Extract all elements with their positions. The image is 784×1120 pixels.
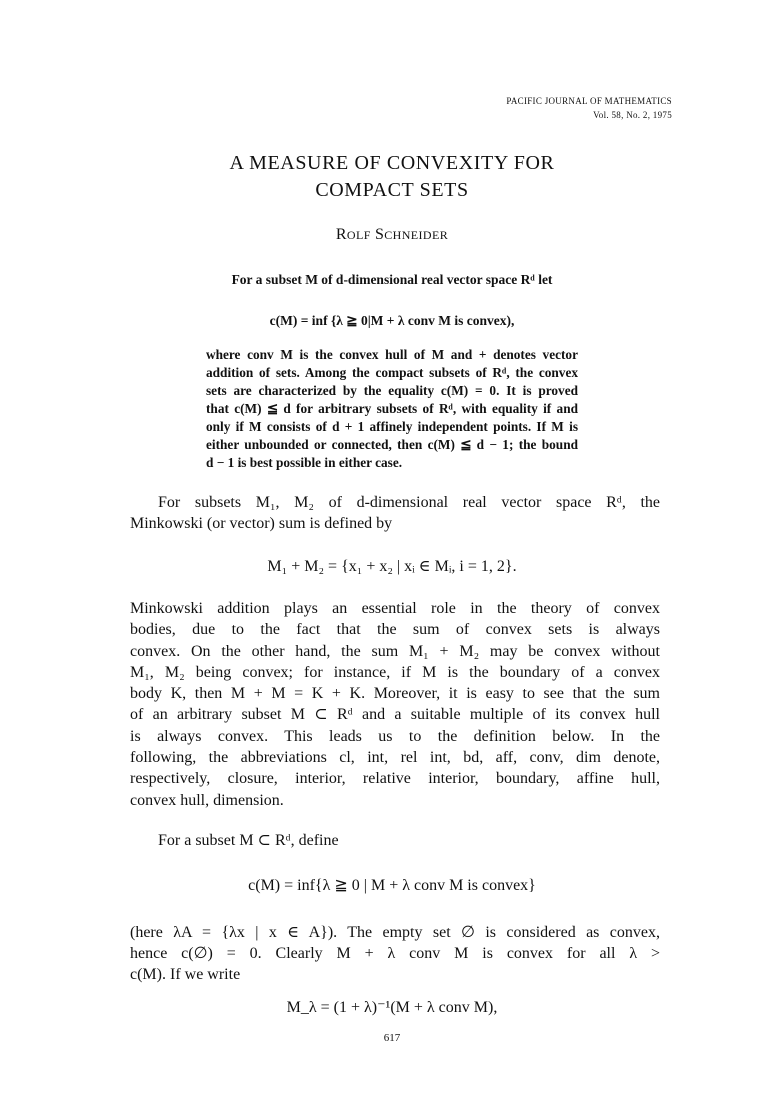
equation-convexity-measure: c(M) = inf{λ ≧ 0 | M + λ conv M is convex} (248, 877, 536, 894)
paragraph-define: For a subset M ⊂ Rᵈ, define (158, 832, 339, 849)
paragraph-line: convex. On the other hand, the sum M₁ + M₂ may be convex without (130, 642, 660, 660)
author-first-initial: R (335, 226, 347, 243)
abstract-line: sets are characterized by the equality c(M) = 0. It is proved (206, 383, 578, 398)
paper-title (0, 150, 784, 204)
paragraph-line: respectively, closure, interior, relative interior, boundary, affine hull, (130, 770, 660, 788)
paragraph-line: (here λA = {λx | x ∈ A}). The empty set ∅ is considered as convex, (130, 924, 660, 941)
abstract-line: addition of sets. Among the compact subsets of Rᵈ, the convex (206, 365, 578, 380)
journal-header (506, 94, 672, 122)
paragraph-line: of an arbitrary subset M ⊂ Rᵈ and a suitable multiple of its convex hull (130, 706, 660, 724)
author-last-rest: CHNEIDER (384, 228, 449, 242)
equation-m-lambda: M_λ = (1 + λ)⁻¹(M + λ conv M), (286, 999, 498, 1016)
paragraph-line: For subsets M₁, M₂ of d-dimensional real vector space Rᵈ, the (158, 494, 660, 511)
equation-minkowski-sum: M₁ + M₂ = {x₁ + x₂ | xᵢ ∈ Mᵢ, i = 1, 2}. (267, 558, 517, 575)
abstract-formula: c(M) = inf {λ ≧ 0|M + λ conv M is convex), (269, 313, 515, 328)
abstract-line: either unbounded or connected, then c(M) ≦ d − 1; the bound (206, 437, 578, 452)
paragraph-line: M₁, M₂ being convex; for instance, if M is the boundary of a convex (130, 663, 660, 681)
journal-name: PACIFIC JOURNAL OF MATHEMATICS (506, 96, 672, 106)
abstract-line: only if M consists of d + 1 affinely independent points. If M is (206, 419, 578, 434)
author-first-rest: OLF (346, 228, 371, 242)
abstract-line: that c(M) ≦ d for arbitrary subsets of Rᵈ, with equality if and (206, 401, 578, 416)
paragraph-line: is always convex. This leads us to the definition below. In the (130, 727, 660, 745)
paragraph-line: following, the abbreviations cl, int, rel int, bd, aff, conv, dim denote, (130, 749, 660, 767)
paragraph-line: bodies, due to the fact that the sum of convex sets is always (130, 621, 660, 639)
abstract-line: where conv M is the convex hull of M and + denotes vector (206, 347, 578, 362)
paragraph-line: Minkowski (or vector) sum is defined by (130, 515, 393, 532)
paragraph-line: body K, then M + M = K + K. Moreover, it is easy to see that the sum (130, 685, 660, 703)
author-name (0, 226, 784, 244)
paragraph-line: c(M). If we write (130, 966, 241, 983)
paragraph-minkowski-addition (130, 598, 660, 811)
paragraph-minkowski-intro (130, 492, 660, 534)
paragraph-empty-set (130, 922, 660, 985)
abstract-intro: For a subset M of d-dimensional real vector space Rᵈ let (231, 272, 553, 287)
journal-volume: Vol. 58, No. 2, 1975 (593, 110, 672, 120)
abstract-line: d − 1 is best possible in either case. (206, 455, 403, 470)
abstract-text (206, 346, 578, 472)
paragraph-line: convex hull, dimension. (130, 791, 284, 809)
paragraph-line: hence c(∅) = 0. Clearly M + λ conv M is convex for all λ > (130, 945, 660, 962)
author-last-initial: S (374, 226, 385, 243)
page-number: 617 (383, 1032, 401, 1044)
paragraph-line: Minkowski addition plays an essential role in the theory of convex (130, 600, 660, 617)
title-line-2: COMPACT SETS (315, 179, 469, 201)
title-line-1: A MEASURE OF CONVEXITY FOR (229, 152, 555, 174)
